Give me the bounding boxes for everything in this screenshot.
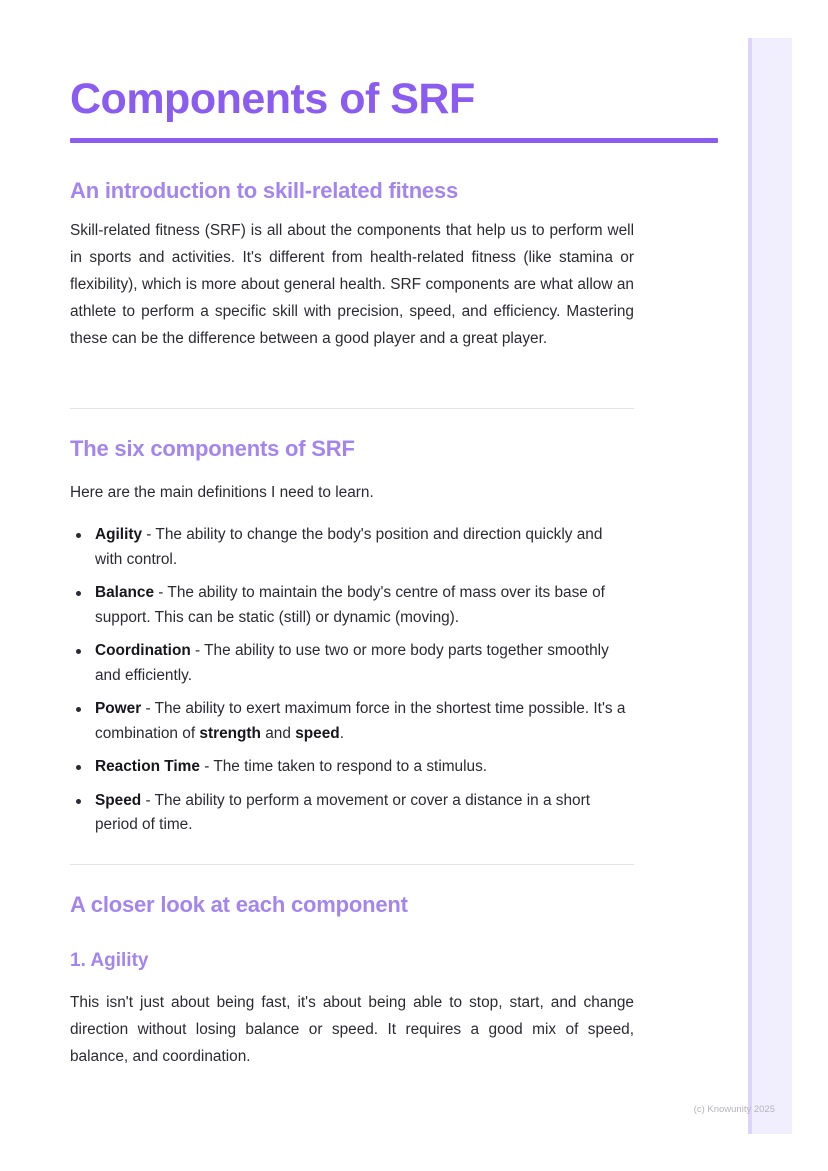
definition-agility: - The ability to change the body's position and direction quickly and with control. bbox=[95, 526, 603, 568]
definition-reaction-time: - The time taken to respond to a stimulus. bbox=[199, 758, 488, 775]
emphasis-strength: strength bbox=[199, 724, 261, 742]
bullet-icon bbox=[76, 533, 81, 538]
intro-section bbox=[70, 177, 634, 352]
bullet-icon bbox=[76, 799, 81, 804]
intro-heading: An introduction to skill-related fitness bbox=[70, 178, 459, 203]
six-components-section bbox=[70, 435, 634, 847]
copyright-footer: (c) Knowunity 2025 bbox=[693, 1104, 775, 1115]
list-item-speed bbox=[70, 789, 634, 838]
page-title: Components of SRF bbox=[70, 75, 475, 123]
closer-look-heading: A closer look at each component bbox=[70, 892, 408, 917]
definition-power-joiner: and bbox=[260, 724, 296, 742]
term-reaction-time: Reaction Time bbox=[95, 758, 200, 775]
definition-speed: - The ability to perform a movement or cover a distance in a short period of time. bbox=[95, 791, 590, 833]
definition-power-end: . bbox=[339, 724, 344, 742]
list-item-power bbox=[70, 697, 634, 746]
definitions-list bbox=[70, 523, 634, 838]
term-power: Power bbox=[95, 700, 142, 717]
intro-paragraph: Skill-related fitness (SRF) is all about the components that help us to perform well in sports and activities. It's different from health-related fitness (like stamina or flexibility), which is more about general health. SRF components are what allow an athlete to perform a specific skill with precision, speed, and efficiency. Mastering these can be the difference between a good player and a great player. bbox=[70, 222, 634, 347]
closer-look-section bbox=[70, 891, 634, 1070]
list-item-coordination bbox=[70, 639, 634, 688]
side-margin-strip bbox=[748, 38, 792, 1134]
section-divider bbox=[70, 864, 634, 865]
term-agility: Agility bbox=[95, 526, 143, 543]
definition-power: - The ability to exert maximum force in the shortest time possible. It's a combination of bbox=[95, 700, 626, 742]
term-balance: Balance bbox=[95, 584, 155, 601]
definition-coordination: - The ability to use two or more body parts together smoothly and efficiently. bbox=[95, 642, 609, 684]
term-speed: Speed bbox=[95, 791, 142, 809]
agility-subheading: 1. Agility bbox=[70, 950, 149, 971]
list-item-balance bbox=[70, 581, 634, 630]
emphasis-speed: speed bbox=[295, 724, 340, 742]
section-divider bbox=[70, 408, 634, 409]
bullet-icon bbox=[76, 707, 81, 712]
definition-balance: - The ability to maintain the body's centre of mass over its base of support. This can be static (still) or dynamic (moving). bbox=[95, 584, 605, 626]
term-coordination: Coordination bbox=[95, 642, 191, 659]
bullet-icon bbox=[76, 649, 81, 654]
six-components-lead: Here are the main definitions I need to learn. bbox=[70, 484, 374, 501]
six-components-heading: The six components of SRF bbox=[70, 436, 355, 461]
title-underline bbox=[70, 138, 718, 143]
list-item-agility bbox=[70, 523, 634, 572]
bullet-icon bbox=[76, 591, 81, 596]
agility-paragraph: This isn't just about being fast, it's about being able to stop, start, and change direction without losing balance or speed. It requires a good mix of speed, balance, and coordination. bbox=[70, 994, 634, 1065]
list-item-reaction-time bbox=[70, 755, 634, 780]
bullet-icon bbox=[76, 765, 81, 770]
